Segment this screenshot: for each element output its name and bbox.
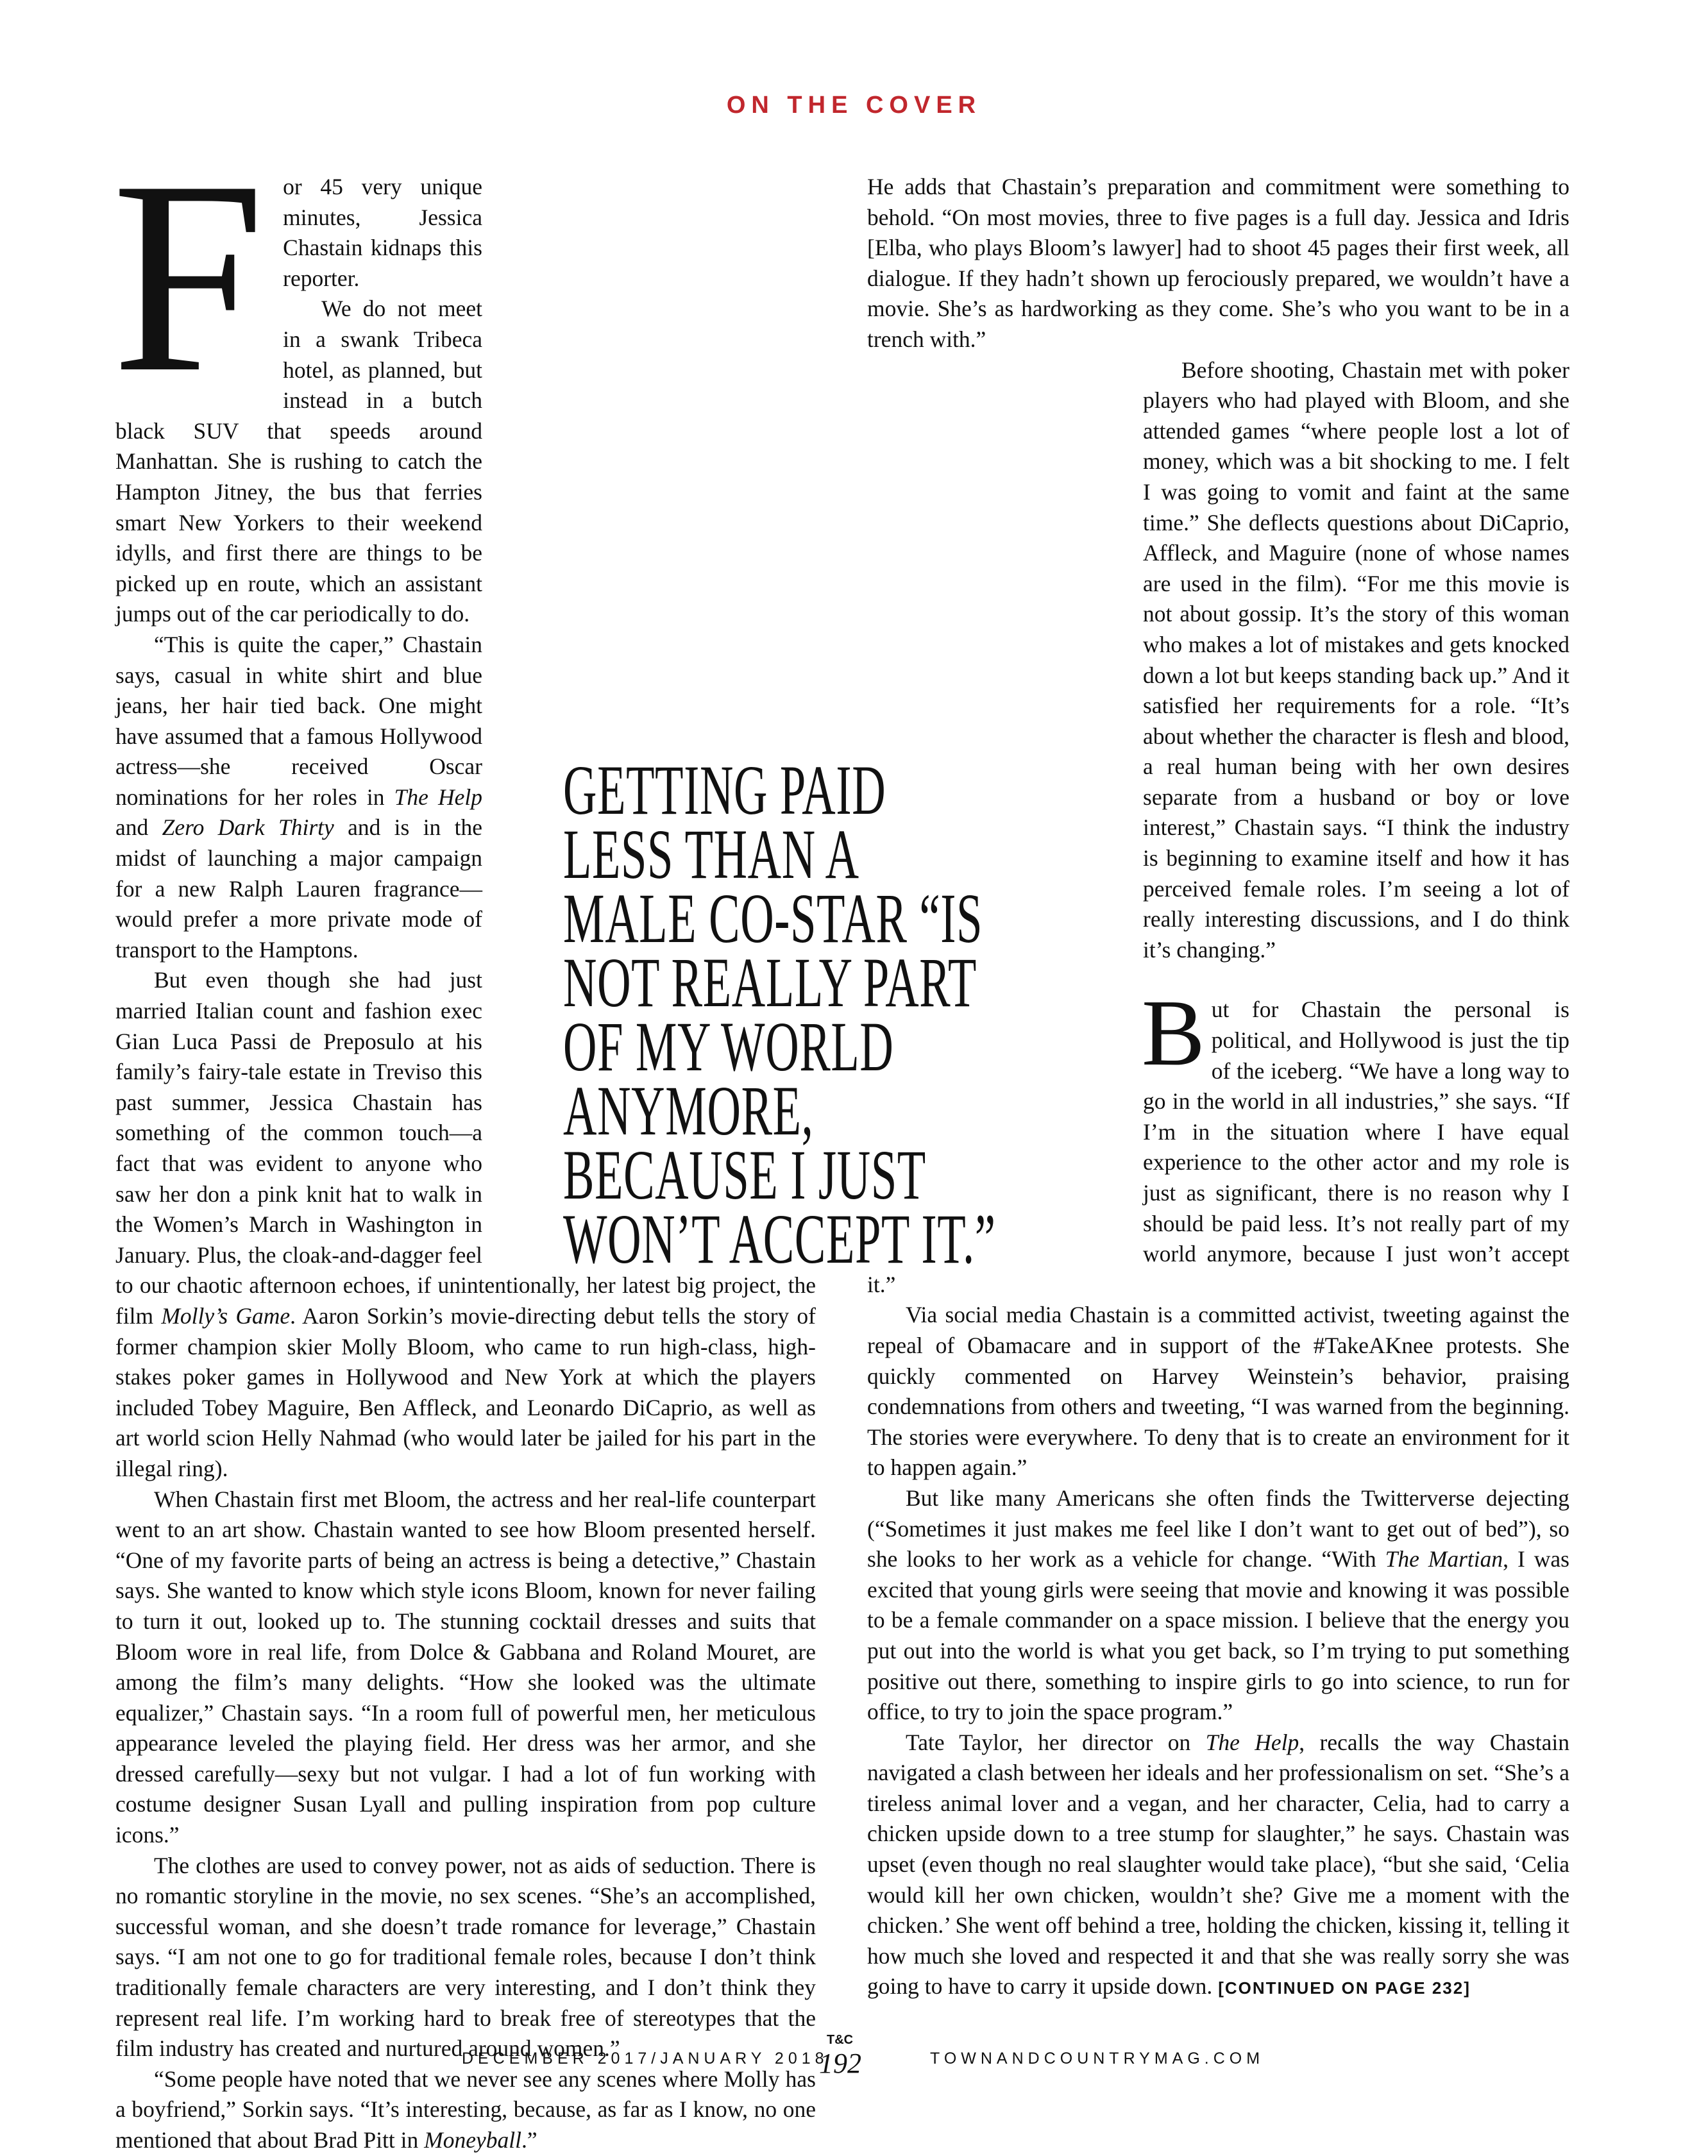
pull-quote-line: ANYMORE, (563, 1072, 814, 1150)
tc-logo: T&C (827, 2033, 854, 2047)
pull-quote-line: LESS THAN A (563, 815, 859, 893)
left-paragraph-4: But even though she had just married Italian count and fashion exec Gian Luca Passi de Preposulo at his family’s fairy-tale estate in Treviso this past summer, Jessica Chastain has something of the common touch—a fact that was evident to anyone who saw her don a pink knit hat to walk in the Women’s March in Washington in January. Plus, the cloak-and-dagger feel to our chaotic afternoon echoes, if unintentionally, her latest big project, the film Molly’s Game. Aaron Sorkin’s movie-directing debut tells the story of former champion skier Molly Bloom, who came to run high-class, high-stakes poker games in Hollywood and New York at which the players included Tobey Maguire, Ben Affleck, and Leonardo DiCaprio, as well as art world scion Helly Nahmad (who would later be jailed for his part in the illegal ring). (115, 967, 816, 1481)
left-paragraph-3: “This is quite the caper,” Chastain says, casual in white shirt and blue jeans, her hair tied back. One might have assumed that a famous Hollywood actress—she received Oscar nominations for her roles in The Help and Zero Dark Thirty and is in the midst of launching a major campaign for a new Ralph Lauren fragrance—would prefer a more private mode of transport to the Hamptons. (115, 631, 483, 963)
pull-quote-line: BECAUSE I JUST (563, 1136, 926, 1214)
left-paragraph-6: The clothes are used to convey power, not as aids of seduction. There is no romantic storyline in the movie, no sex scenes. “She’s an accomplished, successful woman, and she doesn’t trade romance for leverage,” Chastain says. “I am not one to go for traditional female roles, because I don’t think traditionally female characters are very interesting, and I don’t think they represent real life. I’m working hard to break free of stereotypes that the film industry has created and nurtured around women.” (115, 1852, 816, 2062)
right-paragraph-6: Tate Taylor, her director on The Help, recalls the way Chastain navigated a clash between her ideals and her professionalism on set. “She’s a tireless animal lover and a vegan, and her character, Celia, had to carry a chicken upside down to a tree stump for slaughter,” he says. Chastain was upset (even though no real slaughter would take place), “but she said, ‘Celia would kill her own chicken, wouldn’t she? Give me a moment with the chicken.’ She went off behind a tree, holding the chicken, kissing it, telling it how much she loved and respected it and that she was really sorry she was going to have to carry it upside down. [CONTINUED ON PAGE 232] (867, 1729, 1569, 2000)
right-paragraph-2: Before shooting, Chastain met with poker players who had played with Bloom, and she attended games “where people lost a lot of money, which was a bit shocking to me. I felt I was going to vomit and faint at the same time.” She deflects questions about DiCaprio, Affleck, and Maguire (none of whose names are used in the film). “For me this movie is not about gossip. It’s the story of this woman who makes a lot of mistakes and gets knocked down a lot but keeps standing back up.” And it satisfied her requirements for a role. “It’s about whether the character is flesh and blood, a real human being with her own desires separate from a husband or boy or love interest,” Chastain says. “I think the industry is beginning to examine itself and how it has perceived female roles. I’m seeing a lot of really interesting discussions, and I do think it’s changing.” (1143, 357, 1569, 963)
right-paragraph-1: He adds that Chastain’s preparation and commitment were something to behold. “On most movies, three to five pages is a full day. Jessica and Idris [Elba, who plays Bloom’s lawyer] had to shoot 45 pages their first week, all dialogue. If they hadn’t shown up ferociously prepared, we wouldn’t have a movie. She’s as hardworking as they come. She’s who you want to be in a trench with.” (867, 174, 1569, 352)
pull-quote-line: WON’T ACCEPT IT.” (563, 1200, 996, 1278)
right-paragraph-3: But for Chastain the personal is political, and Hollywood is just the tip of the iceberg. “We have a long way to go in the world in all industries,” she says. “If I’m in the situation where I have equal experience to the other actor and my role is just as significant, there is no reason why I should be paid less. It’s not really part of my world anymore, because I just won’t accept it.” (867, 981, 1569, 1297)
left-paragraph-2: We do not meet in a swank Tribeca hotel, as planned, but instead in a butch black SUV that speeds around Manhattan. She is rushing to catch the Hampton Jitney, the bus that ferries smart New Yorkers to their weekend idylls, and first there are things to be picked up en route, which an assistant jumps out of the car periodically to do. (115, 296, 482, 627)
pull-quote (563, 751, 996, 1278)
pull-quote-line: GETTING PAID (563, 751, 886, 829)
footer-date: DECEMBER 2017/JANUARY 2018 (462, 2050, 829, 2068)
left-paragraph-5: When Chastain first met Bloom, the actress and her real-life counterpart went to an art show. Chastain wanted to see how Bloom presented herself. “One of my favorite parts of being an actress is being a detective,” Chastain says. She wanted to know which style icons Bloom, known for never failing to turn it out, looked up to. The stunning cocktail dresses and suits that Bloom wore in real life, from Dolce & Gabbana and Roland Mouret, are among the film’s many delights. “How she looked was the ultimate equalizer,” Chastain says. “In a room full of powerful men, her meticulous appearance leveled the playing field. Her dress was her armor, and she dressed carefully—sexy but not vulgar. I had a lot of fun working with costume designer Susan Lyall and pulling inspiration from pop culture icons.” (115, 1486, 816, 1848)
drop-cap-f: F (112, 124, 266, 430)
right-paragraph-5: But like many Americans she often finds the Twitterverse dejecting (“Sometimes it just makes me feel like I don’t want to get out of bed”), so she looks to her work as a vehicle for change. “With The Martian, I was excited that young girls were seeing that movie and knowing it was possible to be a female commander on a space mission. I believe that the energy you put out into the world is what you get back, so I’m trying to put something positive out there, something to inspire girls to go into science, to run for office, to try to join the space program.” (867, 1485, 1569, 1725)
pull-quote-line: MALE CO-STAR “IS (563, 879, 983, 957)
right-paragraph-4: Via social media Chastain is a committed activist, tweeting against the repeal of Obamacare and in support of the #TakeAKnee protests. She quickly commented on Harvey Weinstein’s behavior, praising condemnations from others and tweeting, “I was warned from the beginning. The stories were everywhere. To deny that is to create an environment for it to happen again.” (867, 1302, 1569, 1481)
pull-quote-line: NOT REALLY PART (563, 943, 977, 1022)
footer-website: TOWNANDCOUNTRYMAG.COM (930, 2050, 1265, 2068)
section-label: ON THE COVER (726, 92, 982, 119)
right-column (867, 172, 1569, 2004)
left-paragraph-1: For 45 very unique minutes, Jessica Chastain kidnaps this reporter. (112, 124, 482, 430)
left-paragraph-7: “Some people have noted that we never see any scenes where Molly has a boyfriend,” Sorkin says. “It’s interesting, because, as far as I know, no one mentioned that about Brad Pitt in Moneyball.” (115, 2066, 816, 2153)
page-number: 192 (819, 2048, 861, 2079)
continued-note: [CONTINUED ON PAGE 232] (1218, 1978, 1471, 1998)
drop-cap-b: B (1142, 981, 1205, 1086)
pull-quote-line: OF MY WORLD (563, 1007, 894, 1086)
